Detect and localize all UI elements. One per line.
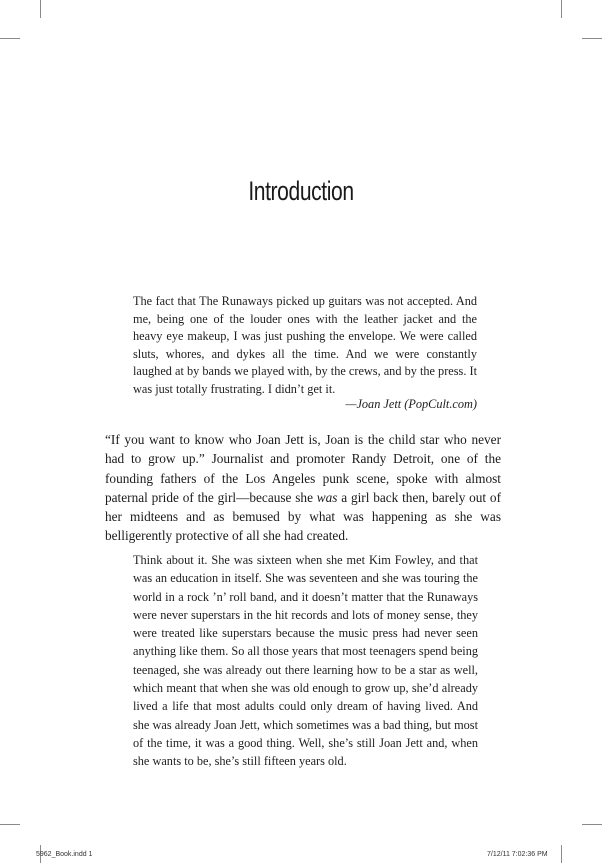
body-emphasis-word: was xyxy=(316,489,338,505)
slug-filename: 5962_Book.indd 1 xyxy=(36,851,93,858)
chapter-title: Introduction xyxy=(248,176,354,206)
epigraph-attribution: —Joan Jett (PopCult.com) xyxy=(345,397,477,411)
crop-mark-right-lower xyxy=(582,824,602,825)
crop-mark-top-left xyxy=(40,0,41,18)
epigraph-quote: The fact that The Runaways picked up guitars was not accepted. And me, being one of the louder ones with the leather jacket and the heavy eye makeup, I was just pushing the envelope. We were called sluts, whores, and dykes all the time. And we were constantly laughed at by bands we played with, by the crews, and by the press. It was just totally frustrating. I didn’t get it. xyxy=(133,294,477,396)
slug-datetime: 7/12/11 7:02:36 PM xyxy=(487,851,548,858)
body-text-before-emphasis: “If you want to know who Joan Jett is, Joan is the child star who never had to grow up.” Journalist and promoter Randy Detroit, one of the founding fathers of the Los Angeles punk scene, spoke with almost paternal pride of the girl—because she xyxy=(105,432,501,505)
crop-mark-left-upper xyxy=(0,38,20,39)
crop-mark-top-right xyxy=(561,0,562,18)
body-paragraph xyxy=(105,430,501,546)
block-quote: Think about it. She was sixteen when she met Kim Fowley, and that was an education in itself. She was seventeen and she was touring the world in a rock ’n’ roll band, and it doesn’t matter that the Runaways were never superstars in the hit records and lots of money sense, they were treated like superstars because the music press had never seen anything like them. So all those years that most teenagers spend being teenaged, she was already out there learning how to be a star as well, which meant that when she was old enough to grow up, she’d already lived a life that most adults could only dream of having lived. And she was already Joan Jett, which sometimes was a bad thing, but most of the time, it was a good thing. Well, she’s still Joan Jett and, when she wants to be, she’s still fifteen years old. xyxy=(133,553,478,769)
crop-mark-bottom-right xyxy=(561,845,562,863)
crop-mark-left-lower xyxy=(0,824,20,825)
body-text-after-emphasis: a girl back then, barely out of her midteens and as bemused by what was happening as she was belligerently protective of all she had created. xyxy=(105,489,501,544)
crop-mark-right-upper xyxy=(582,38,602,39)
